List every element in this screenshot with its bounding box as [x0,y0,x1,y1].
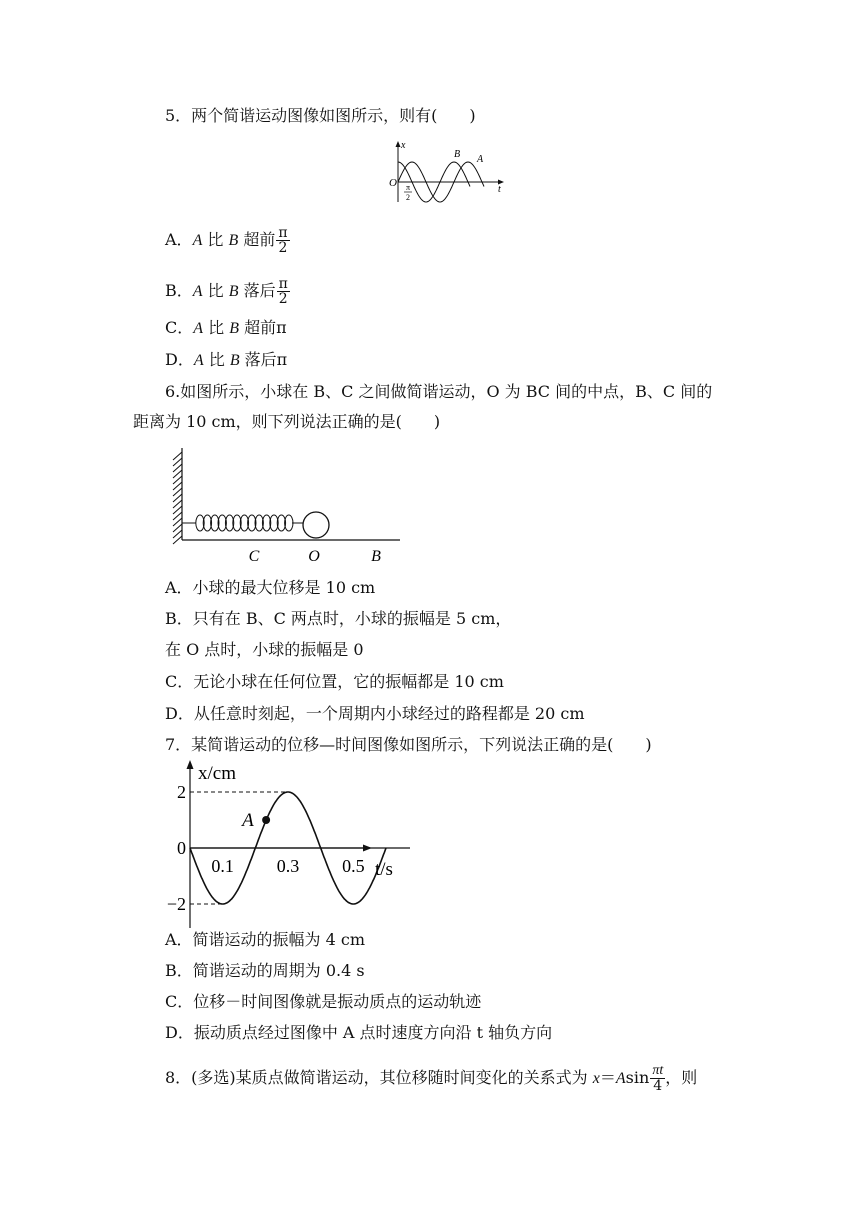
spring [196,515,293,531]
y-tick-label: 2 [177,782,186,802]
q6-stem-line1: 6.如图所示，小球在 B、C 之间做简谐运动，O 为 BC 间的中点，B、C 间的 [165,382,713,401]
q5-option-c: C．A 比 B 超前π [165,318,287,337]
q5-origin-label: O [389,177,397,189]
q5-option-a: A．A 比 B 超前 $\frac{\pi}{2}$ [165,225,288,256]
q7-option-d: D．振动质点经过图像中 A 点时速度方向沿 t 轴负方向 [165,1023,553,1042]
q6-option-c: C．无论小球在任何位置，它的振幅都是 10 cm [165,672,504,691]
q7-chart [160,758,410,930]
q5-figure [386,138,510,204]
x-tick-label: 0.5 [342,856,365,876]
q6-option-b-cont: 在 O 点时，小球的振幅是 0 [165,640,364,659]
y-tick-label: −2 [166,894,186,914]
ball [303,512,329,538]
q6-spring-figure [164,446,406,568]
q5-tick-den: 2 [406,193,410,202]
x-tick-label: 0.3 [276,856,300,876]
q7-x-axis-label: t/s [375,859,393,880]
x-tick-label: 0.1 [211,856,234,876]
q7-option-b: B．简谐运动的周期为 0.4 s [165,961,365,980]
q5-option-d: D．A 比 B 落后π [165,350,288,369]
q7-option-c: C．位移－时间图像就是振动质点的运动轨迹 [165,992,482,1011]
q6-label-c: C [248,548,260,565]
q6-option-b: B．只有在 B、C 两点时，小球的振幅是 5 cm， [165,609,512,628]
point-a [262,816,270,824]
q5-y-axis-label: x [401,140,406,151]
q5-option-b: B．A 比 B 落后 $\frac{\pi}{2}$ [165,276,288,307]
q8-stem: 8．(多选)某质点做简谐运动，其位移随时间变化的关系式为 x＝Asin $\frac{\pi t}{4}$ ，则 [165,1063,698,1094]
q7-stem: 7．某简谐运动的位移—时间图像如图所示，下列说法正确的是( ) [165,735,652,754]
q6-stem-line2: 距离为 10 cm，则下列说法正确的是( ) [133,412,441,431]
q5-tick-num: π [405,183,411,192]
q7-option-a: A．简谐运动的振幅为 4 cm [165,930,366,949]
q6-option-d: D．从任意时刻起，一个周期内小球经过的路程都是 20 cm [165,704,585,723]
q6-label-o: O [308,548,320,565]
q5-label-b: B [454,149,461,160]
wall-hatching [173,452,182,544]
q5-stem: 5．两个简谐运动图像如图所示，则有( ) [165,106,476,125]
q5-x-axis-label: t [498,184,501,195]
q6-label-b: B [371,548,381,565]
q6-option-a: A．小球的最大位移是 10 cm [165,578,376,597]
point-a-label: A [242,810,254,831]
x-axis-arrow [363,845,372,852]
q5-label-a: A [477,154,484,165]
q7-y-axis-label: x/cm [198,763,236,784]
y-tick-label: 0 [177,838,186,858]
